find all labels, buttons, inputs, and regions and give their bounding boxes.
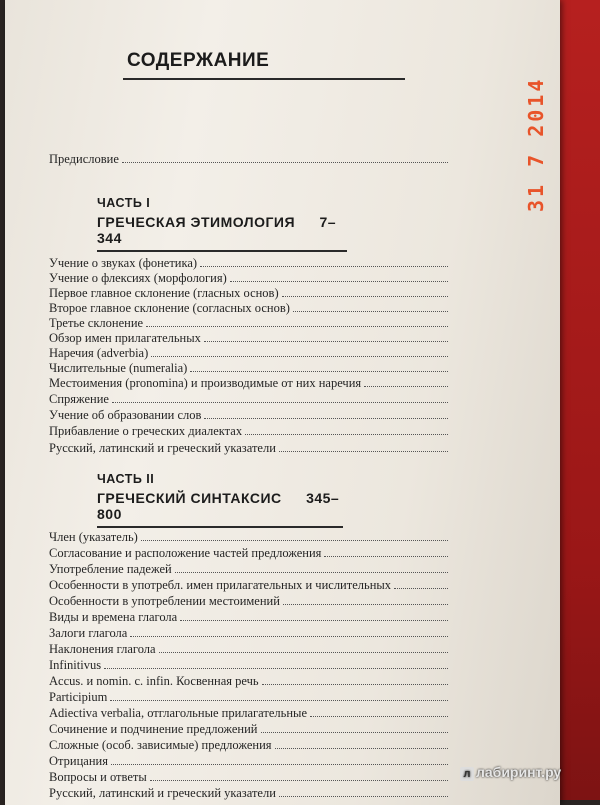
leader-dots: [262, 684, 448, 685]
leader-dots: [175, 572, 448, 573]
toc-entry-label: Согласование и расположение частей предложения: [49, 546, 322, 560]
toc-line: [49, 706, 450, 720]
toc-line: [49, 722, 450, 736]
toc-entry-label: Наречия (adverbia): [49, 346, 149, 360]
toc-entry-label: Отрицания: [49, 754, 108, 768]
toc-entry-label: Член (указатель): [49, 530, 138, 544]
title-rule: [123, 78, 405, 80]
toc-entry-label: Виды и времена глагола: [49, 610, 178, 624]
book-page: [5, 0, 560, 805]
toc-entry-label: Обзор имен прилагательных: [49, 331, 201, 345]
leader-dots: [310, 716, 448, 717]
part2-heading: [97, 472, 343, 528]
part1-heading: [97, 196, 347, 252]
part1-rule: [97, 250, 347, 252]
part2-name: ГРЕЧЕСКИЙ СИНТАКСИС: [97, 490, 282, 506]
leader-dots: [200, 266, 448, 267]
toc-entry-label: Accus. и nomin. c. infin. Косвенная речь: [49, 674, 259, 688]
leader-dots: [324, 556, 448, 557]
leader-dots: [150, 780, 448, 781]
toc-line: [49, 286, 450, 300]
leader-dots: [110, 700, 448, 701]
page-title: СОДЕРЖАНИЕ: [127, 50, 270, 71]
toc-entry-label: Третье склонение: [49, 316, 144, 330]
toc-entry-label: Числительные (numeralia): [49, 361, 188, 375]
toc-entry-label: Прибавление о греческих диалектах: [49, 424, 243, 438]
toc-line: [49, 376, 450, 390]
part1-name: ГРЕЧЕСКАЯ ЭТИМОЛОГИЯ: [97, 214, 296, 230]
toc-entry-label: Залоги глагола: [49, 626, 128, 640]
watermark-logo: [460, 764, 561, 781]
leader-dots: [204, 418, 448, 419]
toc-entry-label: Второе главное склонение (согласных основ): [49, 301, 290, 315]
leader-dots: [245, 434, 448, 435]
leader-dots: [394, 588, 448, 589]
toc-line: [49, 642, 450, 656]
part1-range: 7–344: [97, 214, 337, 246]
part1-number: ЧАСТЬ I: [97, 196, 151, 210]
part2-name-row: [97, 490, 343, 522]
toc-entry-label: Предисловие: [49, 152, 119, 166]
toc-line: [49, 738, 450, 752]
toc-entry-label: Употребление падежей: [49, 562, 172, 576]
toc-line: [49, 658, 450, 672]
toc-line: [49, 770, 450, 784]
leader-dots: [230, 281, 448, 282]
leader-dots: [261, 732, 449, 733]
leader-dots: [190, 371, 448, 372]
toc-line: [49, 578, 450, 592]
toc-entry-label: Учение о звуках (фонетика): [49, 256, 198, 270]
watermark-text: лабиринт.ру: [476, 764, 562, 780]
part2-rule: [97, 526, 343, 528]
toc-entry-label: Вопросы и ответы: [49, 770, 147, 784]
toc-entry-label: Русский, латинский и греческий указатели: [49, 441, 276, 455]
toc-line: [49, 530, 450, 544]
toc-line: [49, 441, 450, 455]
leader-dots: [279, 796, 448, 797]
leader-dots: [111, 764, 448, 765]
leader-dots: [204, 341, 448, 342]
leader-dots: [364, 386, 448, 387]
toc-line: [49, 271, 450, 285]
part1-name-row: [97, 214, 347, 246]
toc-line: [49, 674, 450, 688]
leader-dots: [159, 652, 448, 653]
leader-dots: [293, 311, 448, 312]
labirint-icon: л: [460, 767, 474, 781]
toc-line: [49, 754, 450, 768]
leader-dots: [275, 748, 448, 749]
toc-line: [49, 256, 450, 270]
toc-line: [49, 331, 450, 345]
title-block: [123, 50, 405, 80]
toc-line: [49, 626, 450, 640]
toc-line: [49, 594, 450, 608]
toc-entry-label: Спряжение: [49, 392, 109, 406]
leader-dots: [104, 668, 448, 669]
toc-line: [49, 301, 450, 315]
leader-dots: [151, 356, 448, 357]
toc-entry-label: Наклонения глагола: [49, 642, 156, 656]
leader-dots: [141, 540, 448, 541]
toc-entry-label: Infinitivus: [49, 658, 102, 672]
toc-entry-label: Учение об образовании слов: [49, 408, 202, 422]
leader-dots: [282, 296, 448, 297]
leader-dots: [180, 620, 448, 621]
toc-line: [49, 546, 450, 560]
date-stamp: 31 7 2014: [524, 76, 548, 212]
toc-line-preface: [49, 152, 450, 166]
leader-dots: [283, 604, 448, 605]
toc-line: [49, 610, 450, 624]
toc-entry-label: Participium: [49, 690, 108, 704]
toc-line: [49, 361, 450, 375]
toc-line: [49, 562, 450, 576]
toc-entry-label: Сочинение и подчинение предложений: [49, 722, 258, 736]
toc-line: [49, 346, 450, 360]
leader-dots: [112, 402, 448, 403]
toc-entry-label: Учение о флексиях (морфология): [49, 271, 227, 285]
toc-line: [49, 316, 450, 330]
toc-line: [49, 690, 450, 704]
part2-number: ЧАСТЬ II: [97, 472, 155, 486]
toc-entry-label: Особенности в употребл. имен прилагательных и числительных: [49, 578, 392, 592]
toc-entry-label: Русский, латинский и греческий указатели: [49, 786, 276, 800]
part2-range: 345–800: [97, 490, 340, 522]
toc-line: [49, 786, 450, 800]
toc-entry-label: Adiectiva verbalia, отглагольные прилагательные: [49, 706, 307, 720]
leader-dots: [279, 451, 448, 452]
toc-entry-label: Особенности в употреблении местоимений: [49, 594, 280, 608]
toc-line: [49, 424, 450, 438]
toc-entry-label: Сложные (особ. зависимые) предложения: [49, 738, 272, 752]
leader-dots: [146, 326, 448, 327]
toc-line: [49, 392, 450, 406]
leader-dots: [130, 636, 448, 637]
toc-entry-label: Первое главное склонение (гласных основ): [49, 286, 279, 300]
toc-line: [49, 408, 450, 422]
toc-entry-label: Местоимения (pronomina) и производимые от них наречия: [49, 376, 362, 390]
leader-dots: [122, 162, 448, 163]
